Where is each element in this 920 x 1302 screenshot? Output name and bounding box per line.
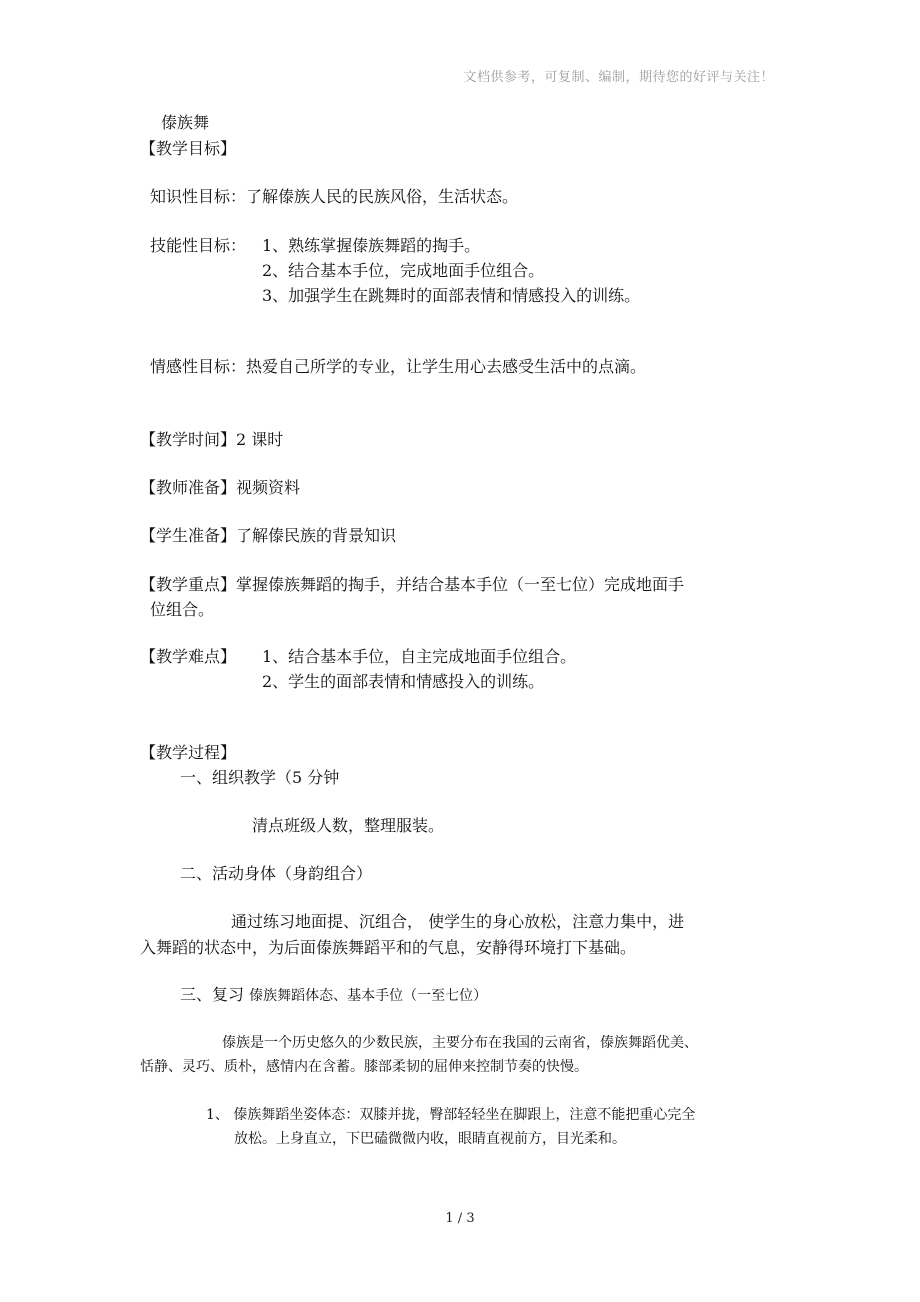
- section-1-text: 清点班级人数，整理服装。: [252, 816, 445, 835]
- teaching-time: 【教学时间】2 课时: [140, 430, 284, 449]
- section-3-title-prefix: 三、复习: [180, 985, 245, 1004]
- item-1-line-2: 放松。上身直立，下巴磕微微内收，眼睛直视前方，目光柔和。: [234, 1131, 626, 1147]
- document-title: 傣族舞: [161, 113, 210, 132]
- knowledge-goal: 知识性目标：了解傣族人民的民族风俗，生活状态。: [150, 187, 519, 206]
- difficulties-label: 【教学难点】: [140, 647, 237, 666]
- section-3-title: [180, 985, 487, 1006]
- header-note: 文档供参考，可复制、编制，期待您的好评与关注！: [463, 70, 774, 85]
- section-2-line-1: 通过练习地面提、沉组合， 使学生的身心放松，注意力集中，进: [231, 912, 685, 931]
- section-1-title: 一、组织教学（5 分钟: [180, 768, 340, 787]
- item-1-line-1: 1、 傣族舞蹈坐姿体态：双膝并拢，臀部轻轻坐在脚跟上，注意不能把重心完全: [206, 1107, 696, 1123]
- process-heading: 【教学过程】: [140, 743, 237, 762]
- section-3-paragraph-line-2: 恬静、灵巧、质朴，感情内在含蓄。膝部柔韧的屈伸来控制节奏的快慢。: [140, 1059, 588, 1075]
- emotion-goal: 情感性目标：热爱自己所学的专业，让学生用心去感受生活中的点滴。: [150, 357, 647, 376]
- difficulty-item-1: 1、结合基本手位，自主完成地面手位组合。: [262, 647, 577, 666]
- key-points-line-2: 位组合。: [150, 600, 215, 619]
- skill-goal-item-1: 1、熟练掌握傣族舞蹈的掏手。: [262, 236, 481, 255]
- teacher-prep: 【教师准备】视频资料: [140, 478, 301, 497]
- skill-goal-label: 技能性目标：: [150, 236, 247, 255]
- section-2-line-2: 入舞蹈的状态中，为后面傣族舞蹈平和的气息，安静得环境打下基础。: [140, 938, 637, 957]
- skill-goal-item-2: 2、结合基本手位，完成地面手位组合。: [262, 261, 545, 280]
- student-prep: 【学生准备】了解傣民族的背景知识: [140, 526, 397, 545]
- key-points-line-1: 【教学重点】掌握傣族舞蹈的掏手，并结合基本手位（一至七位）完成地面手: [140, 575, 685, 594]
- section-3-paragraph-line-1: 傣族是一个历史悠久的少数民族，主要分布在我国的云南省，傣族舞蹈优美、: [222, 1035, 698, 1051]
- goals-heading: 【教学目标】: [140, 139, 237, 158]
- skill-goal-item-3: 3、加强学生在跳舞时的面部表情和情感投入的训练。: [262, 286, 641, 305]
- section-3-title-rest: 傣族舞蹈体态、基本手位（一至七位）: [249, 988, 488, 1004]
- section-2-title: 二、活动身体（身韵组合）: [180, 864, 373, 883]
- page-number: 1 / 3: [445, 1211, 475, 1226]
- difficulty-item-2: 2、学生的面部表情和情感投入的训练。: [262, 672, 545, 691]
